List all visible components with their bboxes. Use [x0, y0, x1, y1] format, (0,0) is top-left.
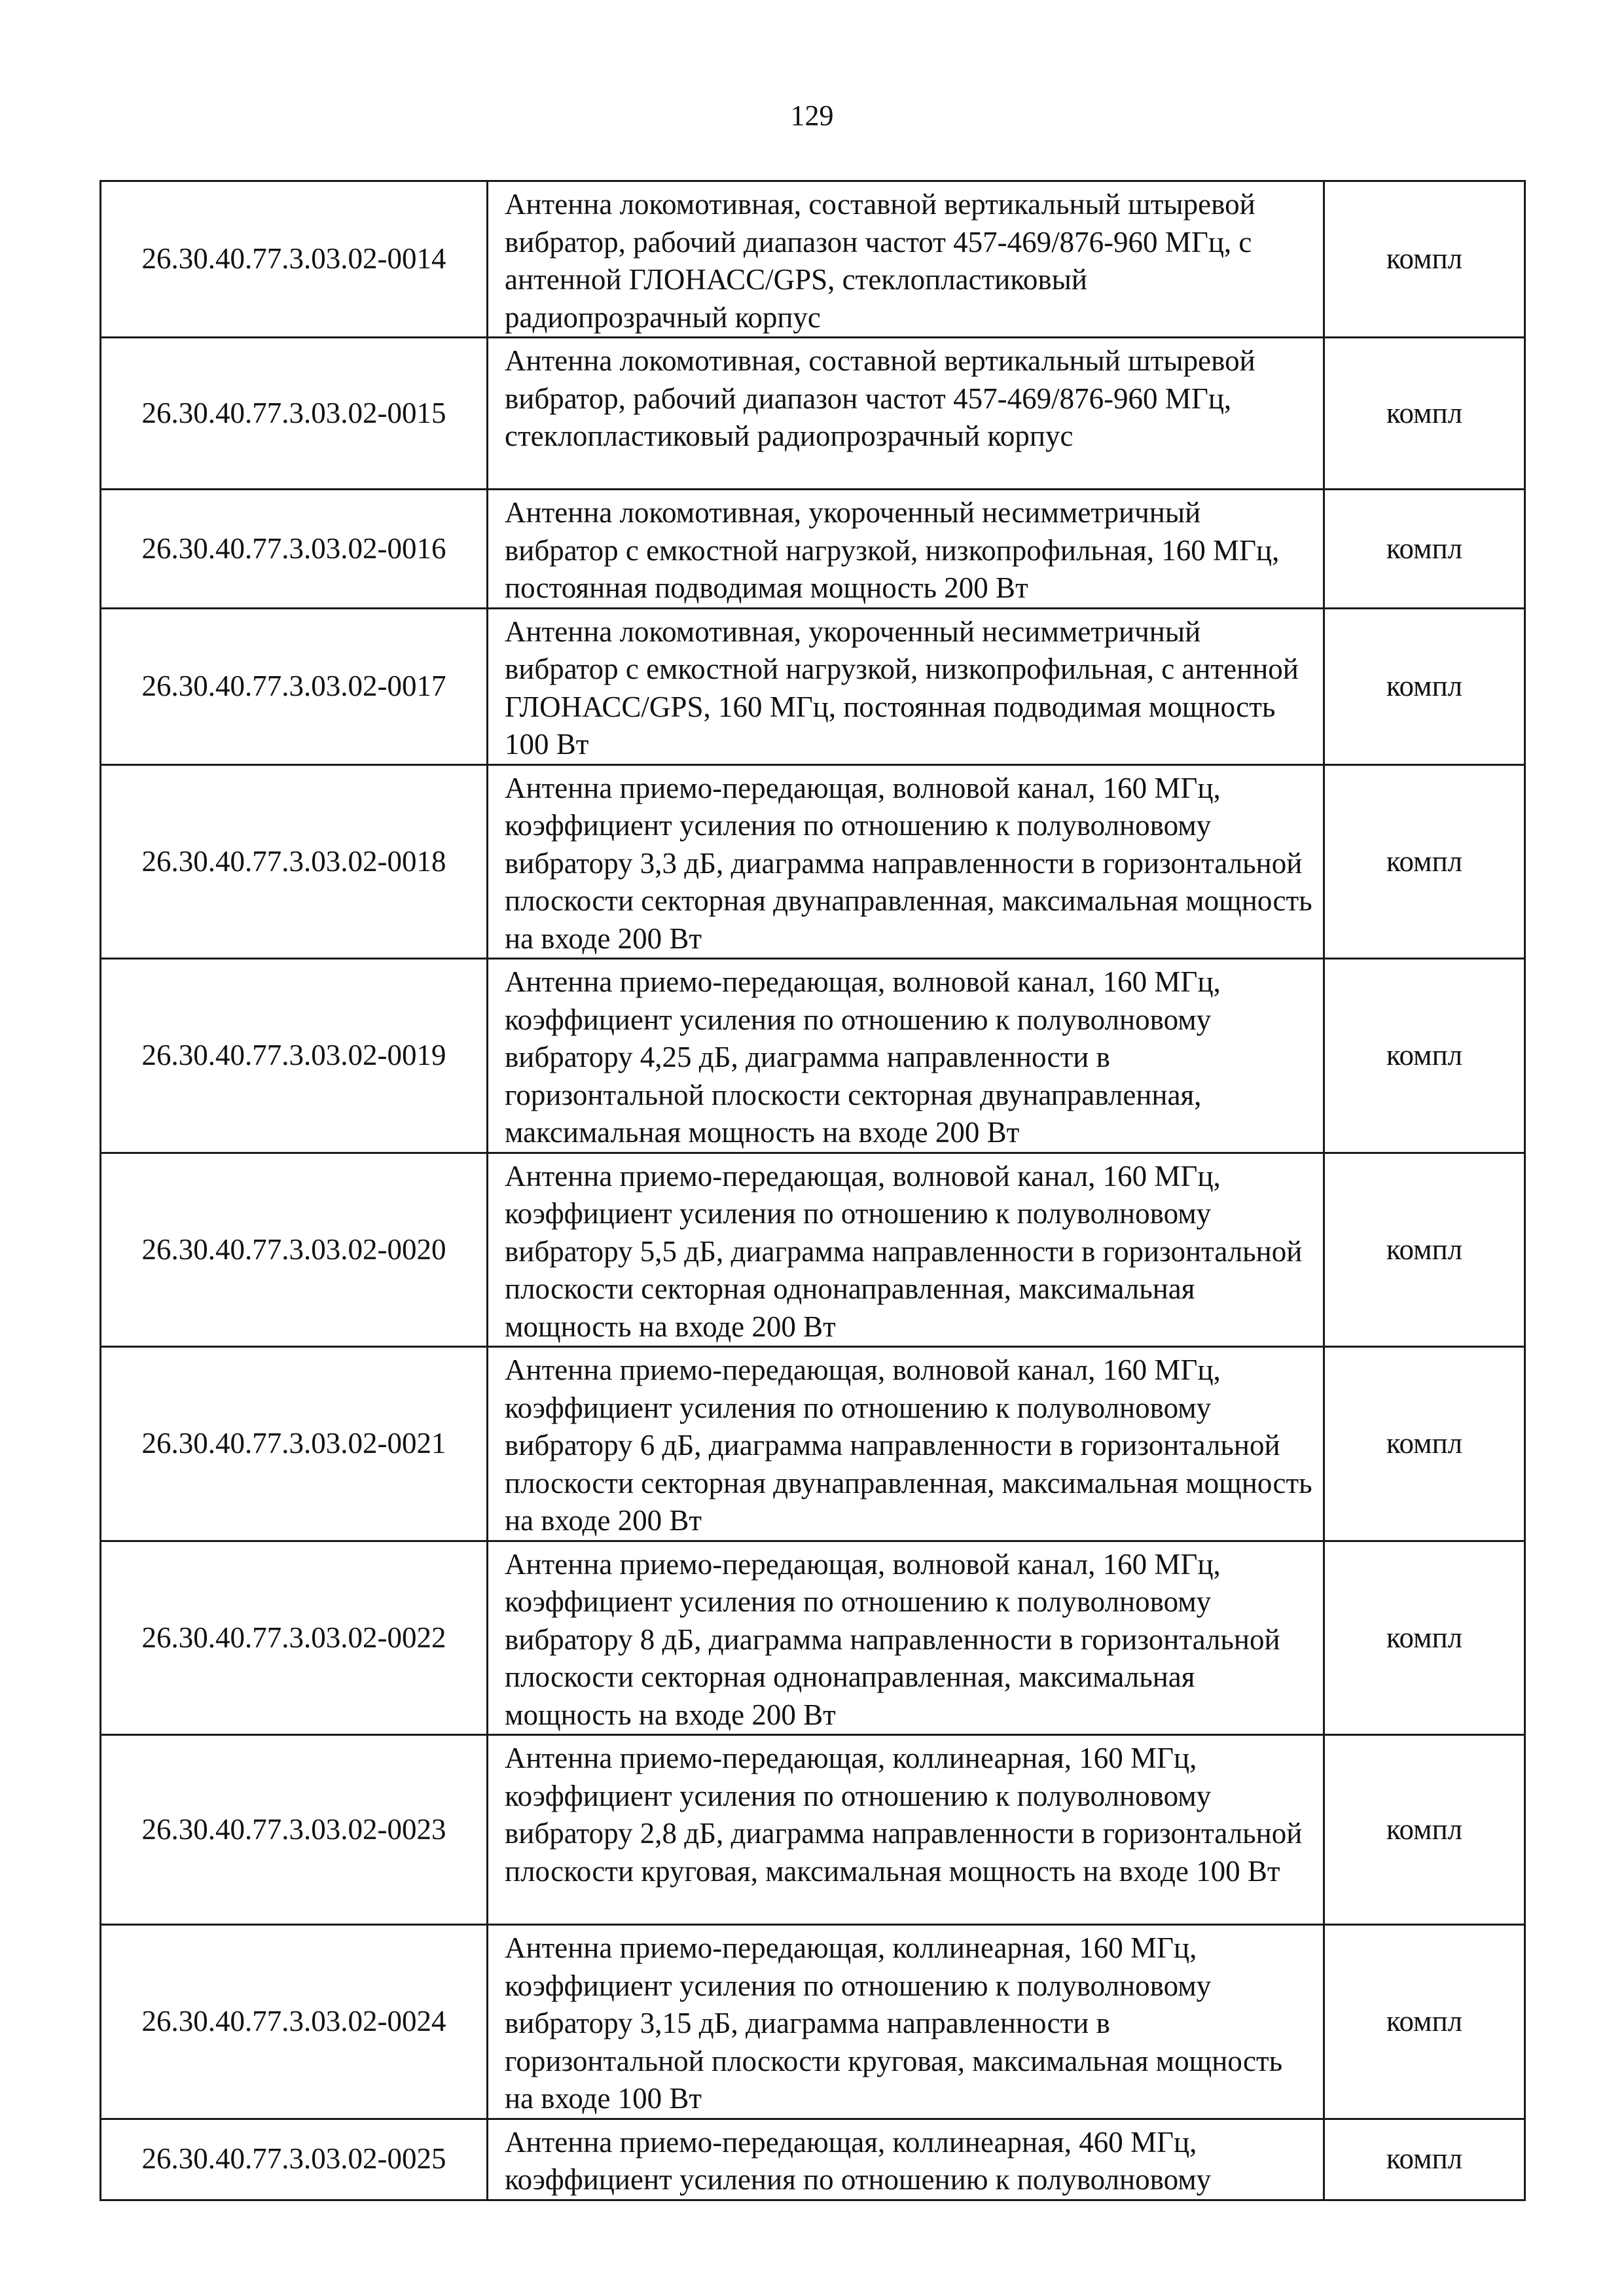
unit-of-measure: компл	[1324, 608, 1525, 764]
unit-of-measure: компл	[1324, 764, 1525, 959]
table-row	[101, 959, 1525, 1153]
resource-description: Антенна приемо-передающая, волновой канал, 160 МГц, коэффициент усиления по отношению к полуволновому вибратору 8 дБ, диаграмма направленности в горизонтальной плоскости секторная однонаправленная, максимальная мощность на входе 200 Вт	[488, 1541, 1324, 1735]
table-row	[101, 1541, 1525, 1735]
resource-code: 26.30.40.77.3.03.02-0024	[101, 1925, 488, 2119]
resource-description: Антенна приемо-передающая, коллинеарная, 460 МГц, коэффициент усиления по отношению к полуволновому	[488, 2119, 1324, 2200]
unit-of-measure: компл	[1324, 1541, 1525, 1735]
resource-description: Антенна приемо-передающая, волновой канал, 160 МГц, коэффициент усиления по отношению к полуволновому вибратору 3,3 дБ, диаграмма направленности в горизонтальной плоскости секторная двунаправленная, максимальная мощность на входе 200 Вт	[488, 764, 1324, 959]
resource-code: 26.30.40.77.3.03.02-0018	[101, 764, 488, 959]
unit-of-measure: компл	[1324, 959, 1525, 1153]
resource-description: Антенна локомотивная, укороченный несимметричный вибратор с емкостной нагрузкой, низкопрофильная, с антенной ГЛОНАСС/GPS, 160 МГц, постоянная подводимая мощность 100 Вт	[488, 608, 1324, 764]
table-row	[101, 1347, 1525, 1541]
resource-code: 26.30.40.77.3.03.02-0021	[101, 1347, 488, 1541]
table-row	[101, 181, 1525, 338]
unit-of-measure: компл	[1324, 338, 1525, 490]
resource-code: 26.30.40.77.3.03.02-0025	[101, 2119, 488, 2200]
page-number: 129	[790, 99, 834, 132]
unit-of-measure: компл	[1324, 1925, 1525, 2119]
resource-code: 26.30.40.77.3.03.02-0023	[101, 1735, 488, 1925]
resource-code: 26.30.40.77.3.03.02-0019	[101, 959, 488, 1153]
resource-code: 26.30.40.77.3.03.02-0015	[101, 338, 488, 490]
resource-description: Антенна приемо-передающая, волновой канал, 160 МГц, коэффициент усиления по отношению к полуволновому вибратору 5,5 дБ, диаграмма направленности в горизонтальной плоскости секторная однонаправленная, максимальная мощность на входе 200 Вт	[488, 1153, 1324, 1347]
resource-description: Антенна локомотивная, укороченный несимметричный вибратор с емкостной нагрузкой, низкопрофильная, 160 МГц, постоянная подводимая мощность 200 Вт	[488, 490, 1324, 609]
resource-table	[99, 180, 1526, 2201]
unit-of-measure: компл	[1324, 1153, 1525, 1347]
table-row	[101, 1153, 1525, 1347]
resource-code: 26.30.40.77.3.03.02-0014	[101, 181, 488, 338]
resource-description: Антенна локомотивная, составной вертикальный штыревой вибратор, рабочий диапазон частот 457-469/876-960 МГц, с антенной ГЛОНАСС/GPS, стеклопластиковый радиопрозрачный корпус	[488, 181, 1324, 338]
table-row	[101, 764, 1525, 959]
resource-description: Антенна приемо-передающая, коллинеарная, 160 МГц, коэффициент усиления по отношению к полуволновому вибратору 3,15 дБ, диаграмма направленности в горизонтальной плоскости круговая, максимальная мощность на входе 100 Вт	[488, 1925, 1324, 2119]
unit-of-measure: компл	[1324, 1347, 1525, 1541]
unit-of-measure: компл	[1324, 490, 1525, 609]
resource-code: 26.30.40.77.3.03.02-0020	[101, 1153, 488, 1347]
resource-code: 26.30.40.77.3.03.02-0022	[101, 1541, 488, 1735]
resource-code: 26.30.40.77.3.03.02-0017	[101, 608, 488, 764]
table-row	[101, 1735, 1525, 1925]
resource-description: Антенна локомотивная, составной вертикальный штыревой вибратор, рабочий диапазон частот 457-469/876-960 МГц, стеклопластиковый радиопрозрачный корпус	[488, 338, 1324, 490]
table-row	[101, 608, 1525, 764]
resource-description: Антенна приемо-передающая, волновой канал, 160 МГц, коэффициент усиления по отношению к полуволновому вибратору 4,25 дБ, диаграмма направленности в горизонтальной плоскости секторная двунаправленная, максимальная мощность на входе 200 Вт	[488, 959, 1324, 1153]
table-row	[101, 490, 1525, 609]
unit-of-measure: компл	[1324, 1735, 1525, 1925]
resource-description: Антенна приемо-передающая, волновой канал, 160 МГц, коэффициент усиления по отношению к полуволновому вибратору 6 дБ, диаграмма направленности в горизонтальной плоскости секторная двунаправленная, максимальная мощность на входе 200 Вт	[488, 1347, 1324, 1541]
table-row	[101, 2119, 1525, 2200]
unit-of-measure: компл	[1324, 2119, 1525, 2200]
unit-of-measure: компл	[1324, 181, 1525, 338]
table-row	[101, 1925, 1525, 2119]
resource-code: 26.30.40.77.3.03.02-0016	[101, 490, 488, 609]
table-row	[101, 338, 1525, 490]
resource-description: Антенна приемо-передающая, коллинеарная, 160 МГц, коэффициент усиления по отношению к полуволновому вибратору 2,8 дБ, диаграмма направленности в горизонтальной плоскости круговая, максимальная мощность на входе 100 Вт	[488, 1735, 1324, 1925]
